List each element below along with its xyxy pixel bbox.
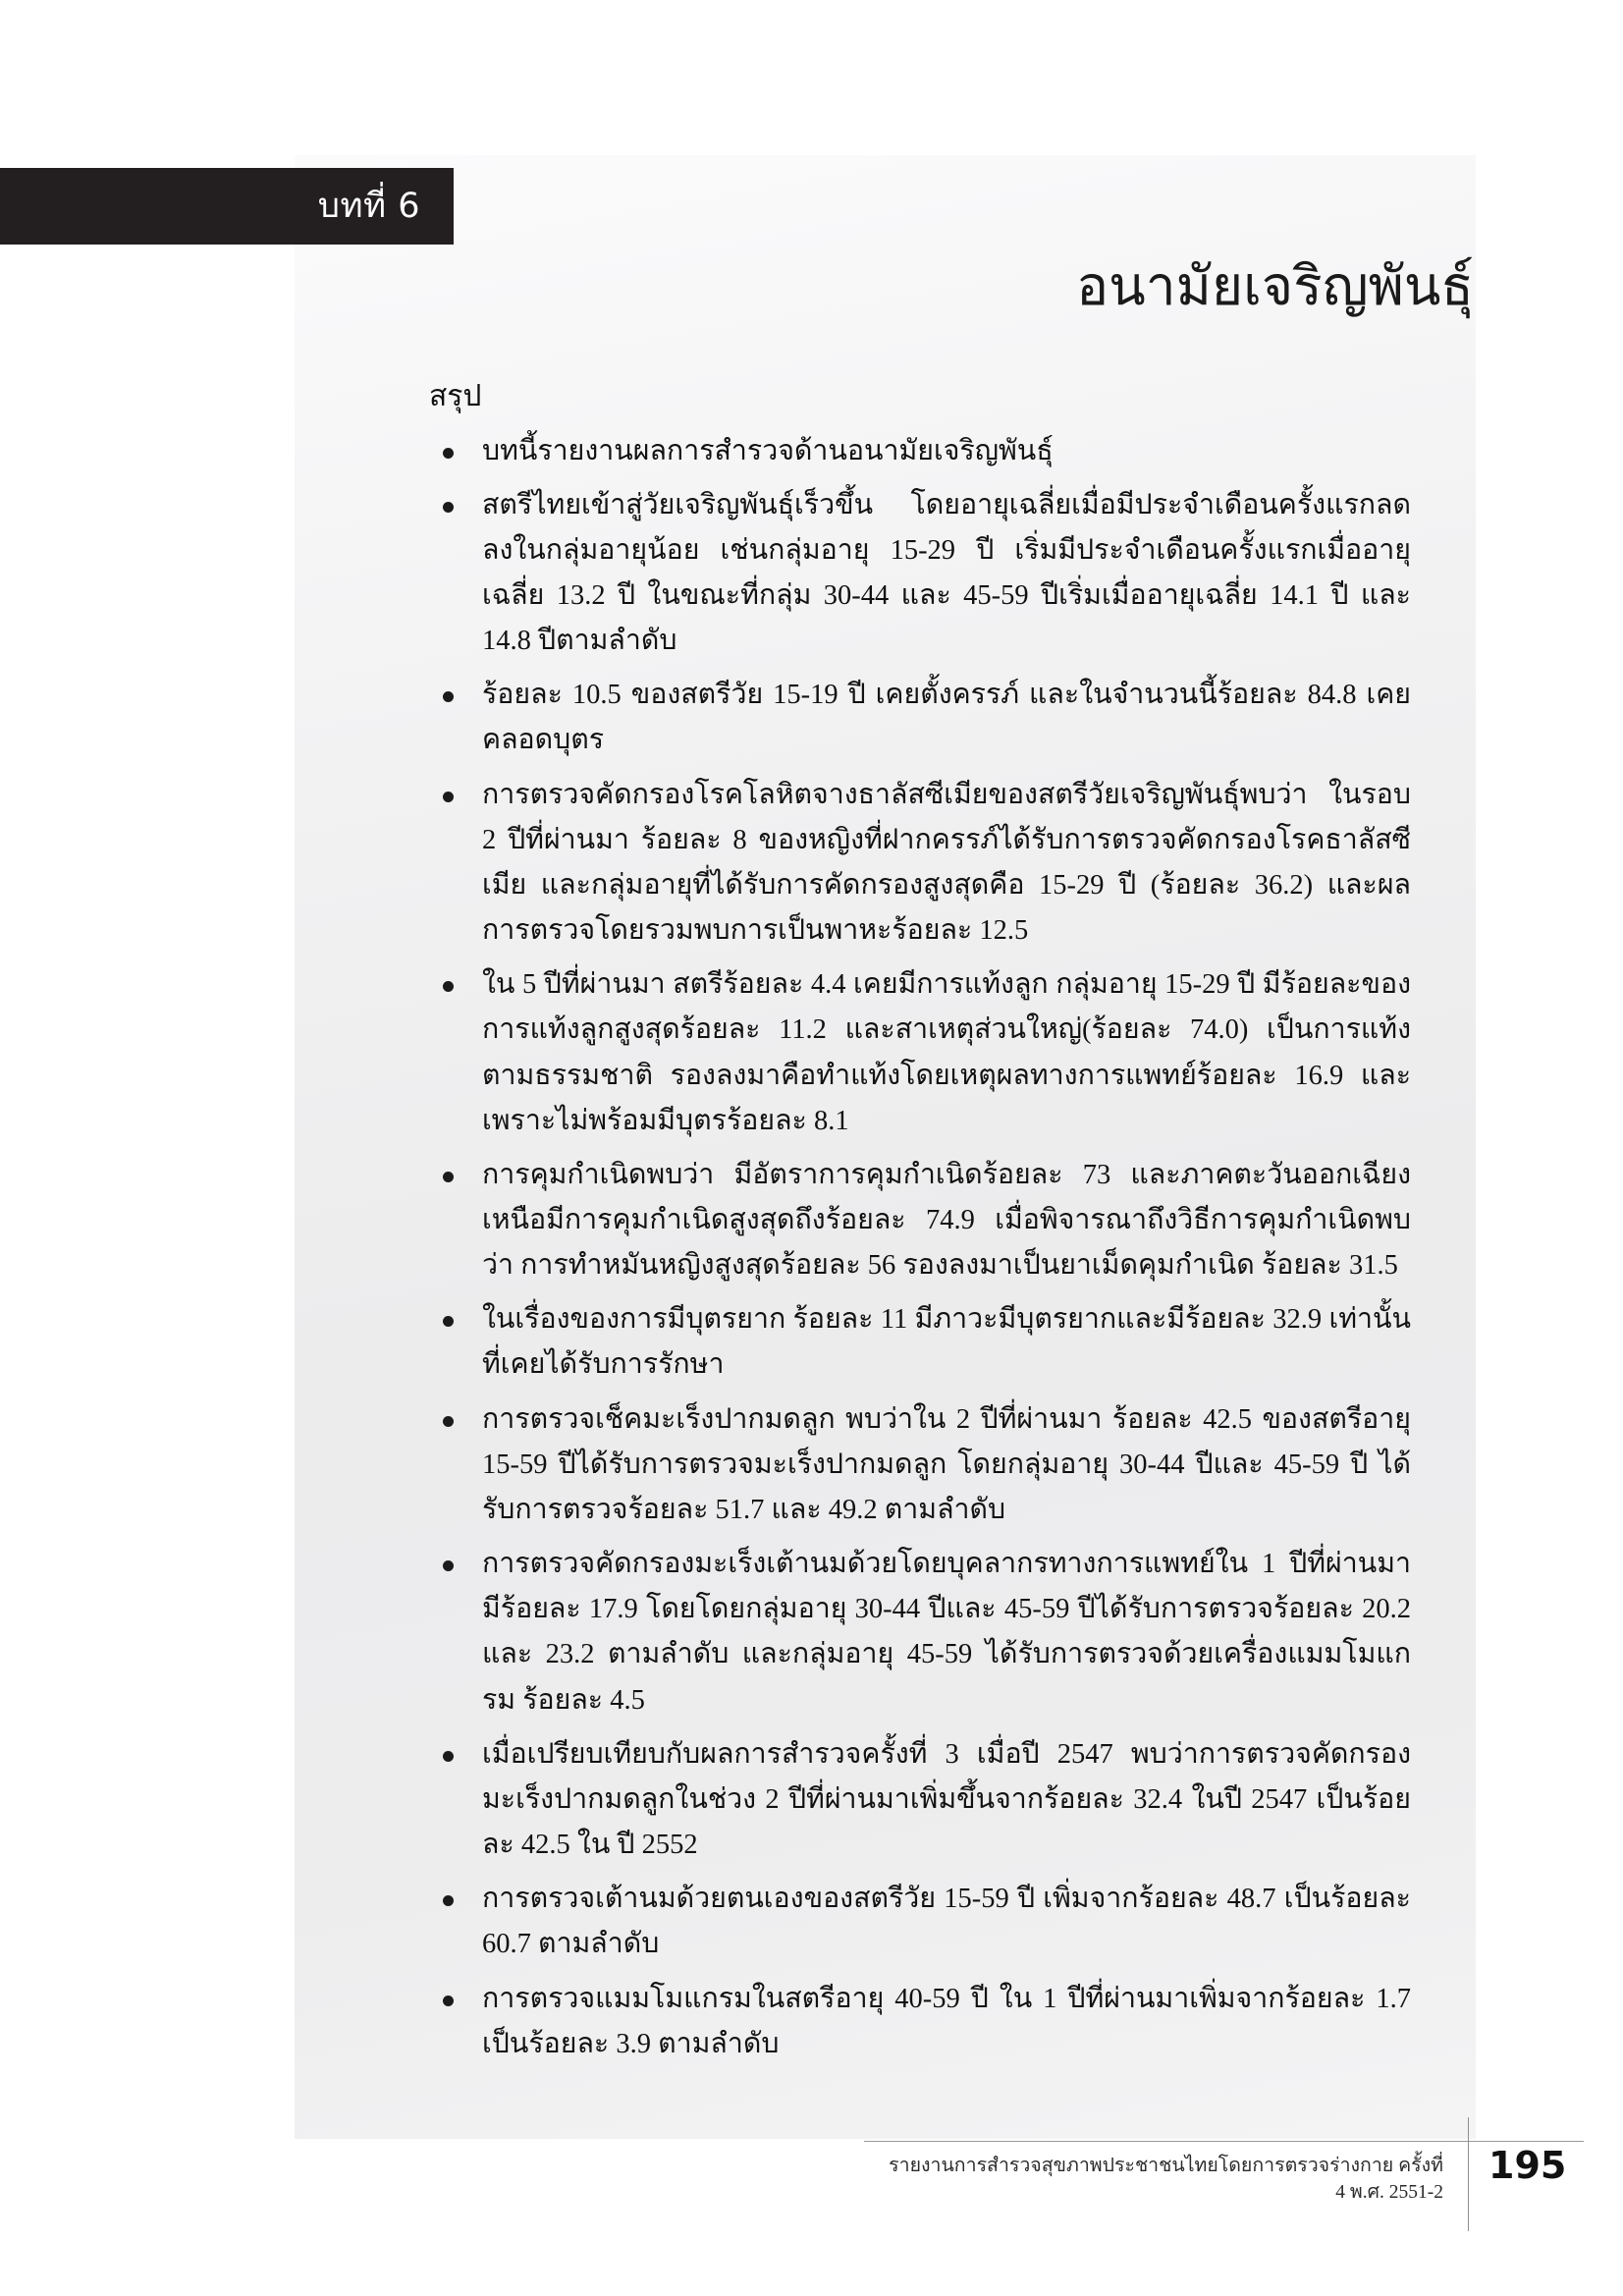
summary-heading: สรุป [429,380,482,412]
list-item: บทนี้รายงานผลการสำรวจด้านอนามัยเจริญพันธุ์ [429,429,1411,474]
footer-text: รายงานการสำรวจสุขภาพประชาชนไทยโดยการตรวจร่างกาย ครั้งที่ 4 พ.ศ. 2551-2 [889,2156,1443,2204]
list-item: ร้อยละ 10.5 ของสตรีวัย 15-19 ปี เคยตั้งครรภ์ และในจำนวนนี้ร้อยละ 84.8 เคยคลอดบุตร [429,673,1411,763]
list-item: การคุมกำเนิดพบว่า มีอัตราการคุมกำเนิดร้อยละ 73 และภาคตะวันออกเฉียงเหนือมีการคุมกำเนิดสูงสุดถึงร้อยละ 74.9 เมื่อพิจารณาถึงวิธีการคุมกำเนิดพบว่า การทำหมันหญิงสูงสุดร้อยละ 56 รองลงมาเป็นยาเม็ดคุมกำเนิด ร้อยละ 31.5 [429,1153,1411,1288]
page-title: อนามัยเจริญพันธุ์ [1076,254,1474,317]
summary-bullet-list [429,429,1411,2067]
list-item: สตรีไทยเข้าสู่วัยเจริญพันธุ์เร็วขึ้น โดยอายุเฉลี่ยเมื่อมีประจำเดือนครั้งแรกลดลงในกลุ่มอายุน้อย เช่นกลุ่มอายุ 15-29 ปี เริ่มมีประจำเดือนครั้งแรกเมื่ออายุเฉลี่ย 13.2 ปี ในขณะที่กลุ่ม 30-44 และ 45-59 ปีเริ่มเมื่ออายุเฉลี่ย 14.1 ปี และ 14.8 ปีตามลำดับ [429,483,1411,665]
list-item: เมื่อเปรียบเทียบกับผลการสำรวจครั้งที่ 3 เมื่อปี 2547 พบว่าการตรวจคัดกรองมะเร็งปากมดลูกในช่วง 2 ปีที่ผ่านมาเพิ่มขึ้นจากร้อยละ 32.4 ในปี 2547 เป็นร้อยละ 42.5 ใน ปี 2552 [429,1732,1411,1868]
chapter-tab-label: บทที่ 6 [317,186,420,226]
footer-divider-line [864,2141,1584,2142]
list-item: ใน 5 ปีที่ผ่านมา สตรีร้อยละ 4.4 เคยมีการแท้งลูก กลุ่มอายุ 15-29 ปี มีร้อยละของการแท้งลูกสูงสุดร้อยละ 11.2 และสาเหตุส่วนใหญ่(ร้อยละ 74.0) เป็นการแท้งตามธรรมชาติ รองลงมาคือทำแท้งโดยเหตุผลทางการแพทย์ร้อยละ 16.9 และเพราะไม่พร้อมมีบุตรร้อยละ 8.1 [429,962,1411,1144]
summary-section [429,378,1411,2076]
list-item: การตรวจคัดกรองมะเร็งเต้านมด้วยโดยบุคลากรทางการแพทย์ใน 1 ปีที่ผ่านมามีร้อยละ 17.9 โดยโดยกลุ่มอายุ 30-44 ปีและ 45-59 ปีได้รับการตรวจร้อยละ 20.2 และ 23.2 ตามลำดับ และกลุ่มอายุ 45-59 ได้รับการตรวจด้วยเครื่องแมมโมแกรม ร้อยละ 4.5 [429,1542,1411,1723]
list-item: การตรวจแมมโมแกรมในสตรีอายุ 40-59 ปี ใน 1 ปีที่ผ่านมาเพิ่มจากร้อยละ 1.7 เป็นร้อยละ 3.9 ตามลำดับ [429,1977,1411,2067]
list-item: การตรวจเต้านมด้วยตนเองของสตรีวัย 15-59 ปี เพิ่มจากร้อยละ 48.7 เป็นร้อยละ 60.7 ตามลำดับ [429,1877,1411,1967]
list-item: การตรวจเช็คมะเร็งปากมดลูก พบว่าใน 2 ปีที่ผ่านมา ร้อยละ 42.5 ของสตรีอายุ 15-59 ปีได้รับการตรวจมะเร็งปากมดลูก โดยกลุ่มอายุ 30-44 ปีและ 45-59 ปี ได้รับการตรวจร้อยละ 51.7 และ 49.2 ตามลำดับ [429,1397,1411,1533]
list-item: ในเรื่องของการมีบุตรยาก ร้อยละ 11 มีภาวะมีบุตรยากและมีร้อยละ 32.9 เท่านั้นที่เคยได้รับการรักษา [429,1297,1411,1388]
chapter-tab [0,168,454,245]
list-item: การตรวจคัดกรองโรคโลหิตจางธาลัสซีเมียของสตรีวัยเจริญพันธุ์พบว่า ในรอบ 2 ปีที่ผ่านมา ร้อยละ 8 ของหญิงที่ฝากครรภ์ได้รับการตรวจคัดกรองโรคธาลัสซีเมีย และกลุ่มอายุที่ได้รับการคัดกรองสูงสุดคือ 15-29 ปี (ร้อยละ 36.2) และผลการตรวจโดยรวมพบการเป็นพาหะร้อยละ 12.5 [429,773,1411,955]
page-number: 195 [1488,2144,1567,2187]
page-number-divider [1468,2117,1469,2231]
